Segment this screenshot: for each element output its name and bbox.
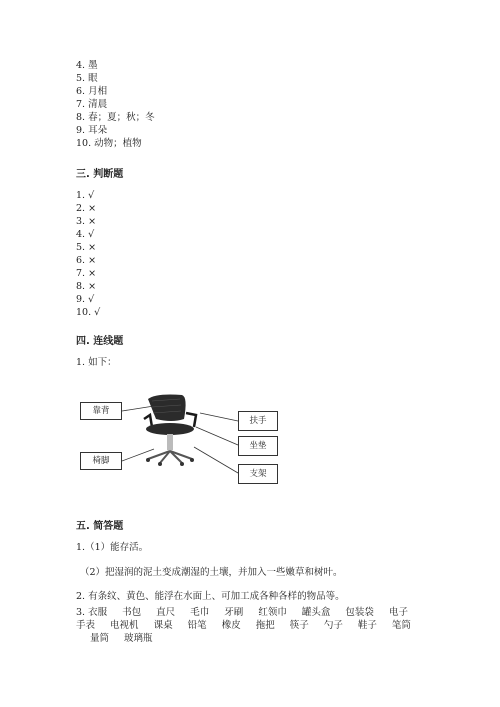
item-word: 红领巾 <box>258 607 287 618</box>
chair-armrest <box>144 415 152 427</box>
item-word: 课桌 <box>153 620 173 631</box>
item-word: 包装袋 <box>345 607 374 618</box>
chair-base <box>148 451 192 463</box>
answer-line: 2. × <box>76 203 97 214</box>
answer-line: 5. × <box>76 242 97 253</box>
item-word: 笔筒 <box>391 620 411 631</box>
section-heading: 三. 判断题 <box>76 169 124 180</box>
item-word: 量筒 <box>90 633 110 644</box>
answer-line: 10. 动物；植物 <box>76 138 142 149</box>
chair-column <box>167 434 173 450</box>
answer-line: 6. 月相 <box>76 86 108 97</box>
item-word: 直尺 <box>156 607 176 618</box>
chair-backrest <box>148 395 186 422</box>
answer-line: 9. 耳朵 <box>76 125 108 136</box>
question-intro: 1. 如下： <box>76 357 117 368</box>
answer-row <box>76 617 423 631</box>
answer-line: 4. 墨 <box>76 60 98 71</box>
item-word: 电子 <box>388 607 408 618</box>
answer-line: 10. √ <box>76 307 101 318</box>
answer-line: 2. 有条纹、黄色、能浮在水面上、可加工成各种各样的物品等。 <box>76 591 345 602</box>
label-seat-cushion: 坐垫 <box>238 436 278 456</box>
item-word: 罐头盒 <box>301 607 331 618</box>
item-word: 筷子 <box>289 620 309 631</box>
item-word: 橡皮 <box>221 620 241 631</box>
label-armrest: 扶手 <box>238 411 278 431</box>
item-word: 手表 <box>76 620 96 631</box>
item-word: 铅笔 <box>187 620 207 631</box>
chair-seat <box>146 423 194 435</box>
answer-line: 7. × <box>76 268 97 279</box>
item-word: 勺子 <box>323 620 343 631</box>
answer-line: 7. 清晨 <box>76 99 108 110</box>
item-word: 鞋子 <box>357 620 377 631</box>
answer-line: 3. × <box>76 216 97 227</box>
answer-line: 4. √ <box>76 229 95 240</box>
item-word: 电视机 <box>110 620 139 631</box>
answer-line: 1.（1）能存活。 <box>76 542 149 553</box>
answer-line: 5. 眼 <box>76 73 98 84</box>
answer-row <box>90 630 165 644</box>
item-word: 拖把 <box>255 620 275 631</box>
section-heading: 五. 简答题 <box>76 521 124 532</box>
item-word: 牙刷 <box>224 607 244 618</box>
answer-line: 1. √ <box>76 190 95 201</box>
answer-line: 8. × <box>76 281 97 292</box>
item-word: 3. 衣服 <box>76 607 108 618</box>
answer-line: 6. × <box>76 255 97 266</box>
item-word: 书包 <box>122 607 142 618</box>
section-heading: 四. 连线题 <box>76 336 124 347</box>
answer-line: 8. 春；夏；秋；冬 <box>76 112 155 123</box>
answer-line: 9. √ <box>76 294 95 305</box>
item-word: 毛巾 <box>190 607 210 618</box>
answer-line: （2）把湿润的泥土变成潮湿的土壤，并加入一些嫩草和树叶。 <box>80 567 343 578</box>
label-support-frame: 支架 <box>238 464 278 484</box>
label-chair-leg: 椅脚 <box>80 452 122 470</box>
item-word: 玻璃瓶 <box>124 633 153 644</box>
label-backrest: 靠背 <box>80 402 122 420</box>
answer-row <box>76 604 420 618</box>
